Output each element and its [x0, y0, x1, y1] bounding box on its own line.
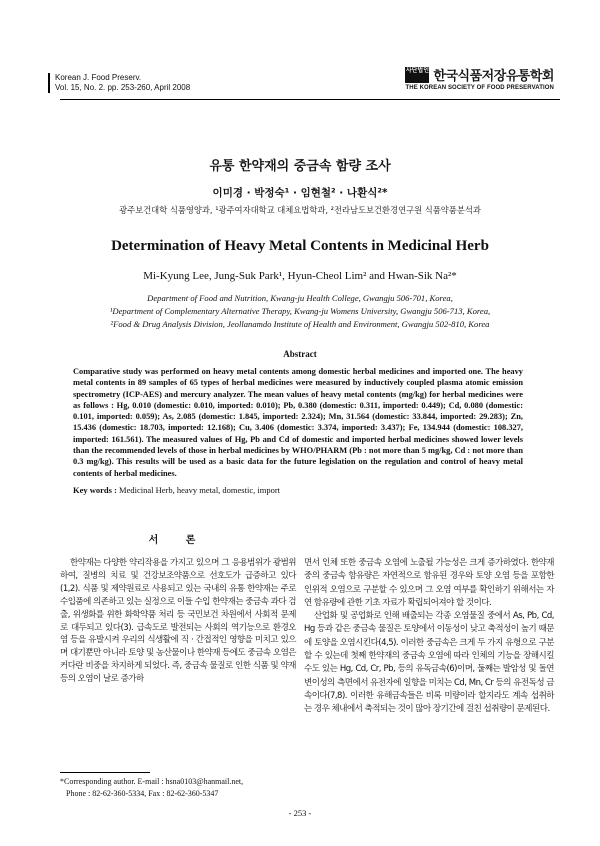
journal-name: Korean J. Food Preserv.	[55, 73, 142, 82]
korean-authors: 이미경 · 박정숙¹ · 임현철² · 나환식²*	[212, 187, 388, 199]
keywords-text: Medicinal Herb, heavy metal, domestic, import	[119, 485, 281, 495]
english-title: Determination of Heavy Metal Contents in Medicinal Herb	[111, 238, 489, 254]
society-english-name: THE KOREAN SOCIETY OF FOOD PRESERVATION	[405, 85, 554, 91]
english-affiliations	[60, 292, 540, 331]
journal-info	[48, 73, 190, 93]
page-number: - 253 -	[288, 808, 312, 818]
footnote-rule	[60, 772, 150, 773]
body-right-column	[304, 557, 554, 717]
body-paragraph: 면서 인체 또한 중금속 오염에 노출될 가능성은 크게 증가하였다. 한약재 중의 중금속 함유량은 자연적으로 함유된 경우와 토양 오염 등을 포함한 인위적 오염으로 구분할 수 있으며 그 오염 여부를 확인하기 위해서는 자연 함유량에 관한 기초 자료가 확립되어져야 할 것이다.	[304, 558, 554, 608]
body-left-column	[60, 557, 296, 686]
keywords-label: Key words :	[73, 485, 117, 495]
society-logo: 사단법인	[405, 67, 429, 83]
footnote-phone: Phone : 82-62-360-5334, Fax : 82-62-360-5347	[66, 788, 219, 798]
society-header	[354, 65, 554, 91]
korean-title: 유통 한약재의 중금속 함량 조사	[209, 159, 391, 174]
affiliation-3: ²Food & Drug Analysis Division, Jeollanamdo Institute of Health and Environment, Gwangju 502-810, Korea	[110, 319, 490, 329]
journal-volume: Vol. 15, No. 2. pp. 253-260, April 2008	[55, 83, 191, 92]
korean-affiliations: 광주보건대학 식품영양과, ¹광주여자대학교 대체요법학과, ²전라남도보건환경연구원 식품약품분석과	[119, 205, 481, 215]
abstract-heading: Abstract	[283, 349, 317, 359]
footnote	[60, 776, 300, 799]
footnote-corresponding: *Corresponding author. E-mail : hsna0103@hanmail.net,	[60, 777, 244, 786]
affiliation-2: ¹Department of Complementary Alternative Therapy, Kwang-ju Womens University, Gwangju 506-713, Korea,	[109, 306, 491, 316]
keywords	[73, 485, 523, 495]
society-korean-name: 한국식품저장유통학회	[433, 68, 554, 83]
abstract-text: Comparative study was performed on heavy metal contents among domestic herbal medicines and imported one. The heavy metal contents in 89 samples of 65 types of herbal medicines were measured by inductively coupled plasma atomic emission spectrometry (ICP-AES) and mercury analyzer. The mean values of heavy metal contents (mg/kg) for herbal medicines were as follows : Hg, 0.010 (domestic: 0.010, imported: 0.010); Pb, 0.380 (domestic: 0.311, imported: 0.449); Cd, 0.080 (domestic: 0.101, imported: 0.059); As, 2.085 (domestic: 1.845, imported: 2.324); Mn, 31.564 (domestic: 33.844, imported: 29.283); Zn, 15.436 (domestic: 18.703, imported: 12.168); Cu, 3.406 (domestic: 3.374, imported: 3.437); Fe, 134.944 (domestic: 108.327, imported: 161.561). The measured values of Hg, Pb and Cd of domestic and imported herbal medicines showed lower levels than the recommended levels of those in herbal medicines by WHO/PHARM (Pb : not more than 5 mg/kg, Cd : not more than 0.3 mg/kg). This results will be used as a basic data for the future legislation on the regulation and control of heavy metal contents of herbal medicines.	[73, 367, 523, 478]
body-paragraph: 한약재는 다양한 약리작용을 가지고 있으며 그 응용범위가 광범위하여, 질병의 치료 및 건강보조약품으로 선호도가 급증하고 있다(1,2). 식품 및 제약원료로 사용되고 있는 국내의 유통 한약재는 주로 수입품에 의존하고 있는 실정으로 이들 수입 한약재는 중금속 과다 검출, 위생화를 위한 화학약품 처리 등 국민보건 차원에서 사회적 문제로 대두되고 있다(3). 급속도로 발전되는 사회의 역기능으로 환경오염 등을 유발시켜 우리의 식생활에 직 · 간접적인 영향을 미치고 있으며 대기뿐만 아니라 토양 및 농산물이나 한약재 등에도 중금속 오염은 커다란 비중을 차지하게 되었다. 즉, 중금속 물질로 인한 식품 및 약재 등의 오염이 날로 증가하	[60, 558, 296, 685]
section-title: 서 론	[148, 535, 208, 546]
body-paragraph: 산업화 및 공업화로 인해 배출되는 각종 오염물질 중에서 As, Pb, Cd, Hg 등과 같은 중금속 물질은 토양에서 이동성이 낮고 축적성이 높기 때문에 토양을 오염시킨다(4,5). 이러한 중금속은 크게 두 가지 유형으로 구분할 수 있는데 첫째 한약재의 중금속 오염에 따라 인체의 기능을 장해시킬 수도 있는 Hg, Cd, Cr, Pb, 등의 유독금속(6)이며, 둘째는 발암성 및 돌연변이성의 측면에서 유전자에 일향을 미치는 Cd, Mn, Cr 등의 유전독성 금속이다(7,8). 이러한 유해금속들은 비록 미량이라 할지라도 계속 섭취하는 경우 체내에서 축적되는 것이 많아 장기간에 걸친 섭취량이 문제된다.	[304, 611, 554, 715]
header-rule	[60, 99, 560, 100]
affiliation-1: Department of Food and Nutrition, Kwang-ju Health College, Gwangju 506-701, Korea,	[147, 293, 453, 303]
english-authors: Mi-Kyung Lee, Jung-Suk Park¹, Hyun-Cheol Lim² and Hwan-Sik Na²*	[143, 270, 457, 282]
